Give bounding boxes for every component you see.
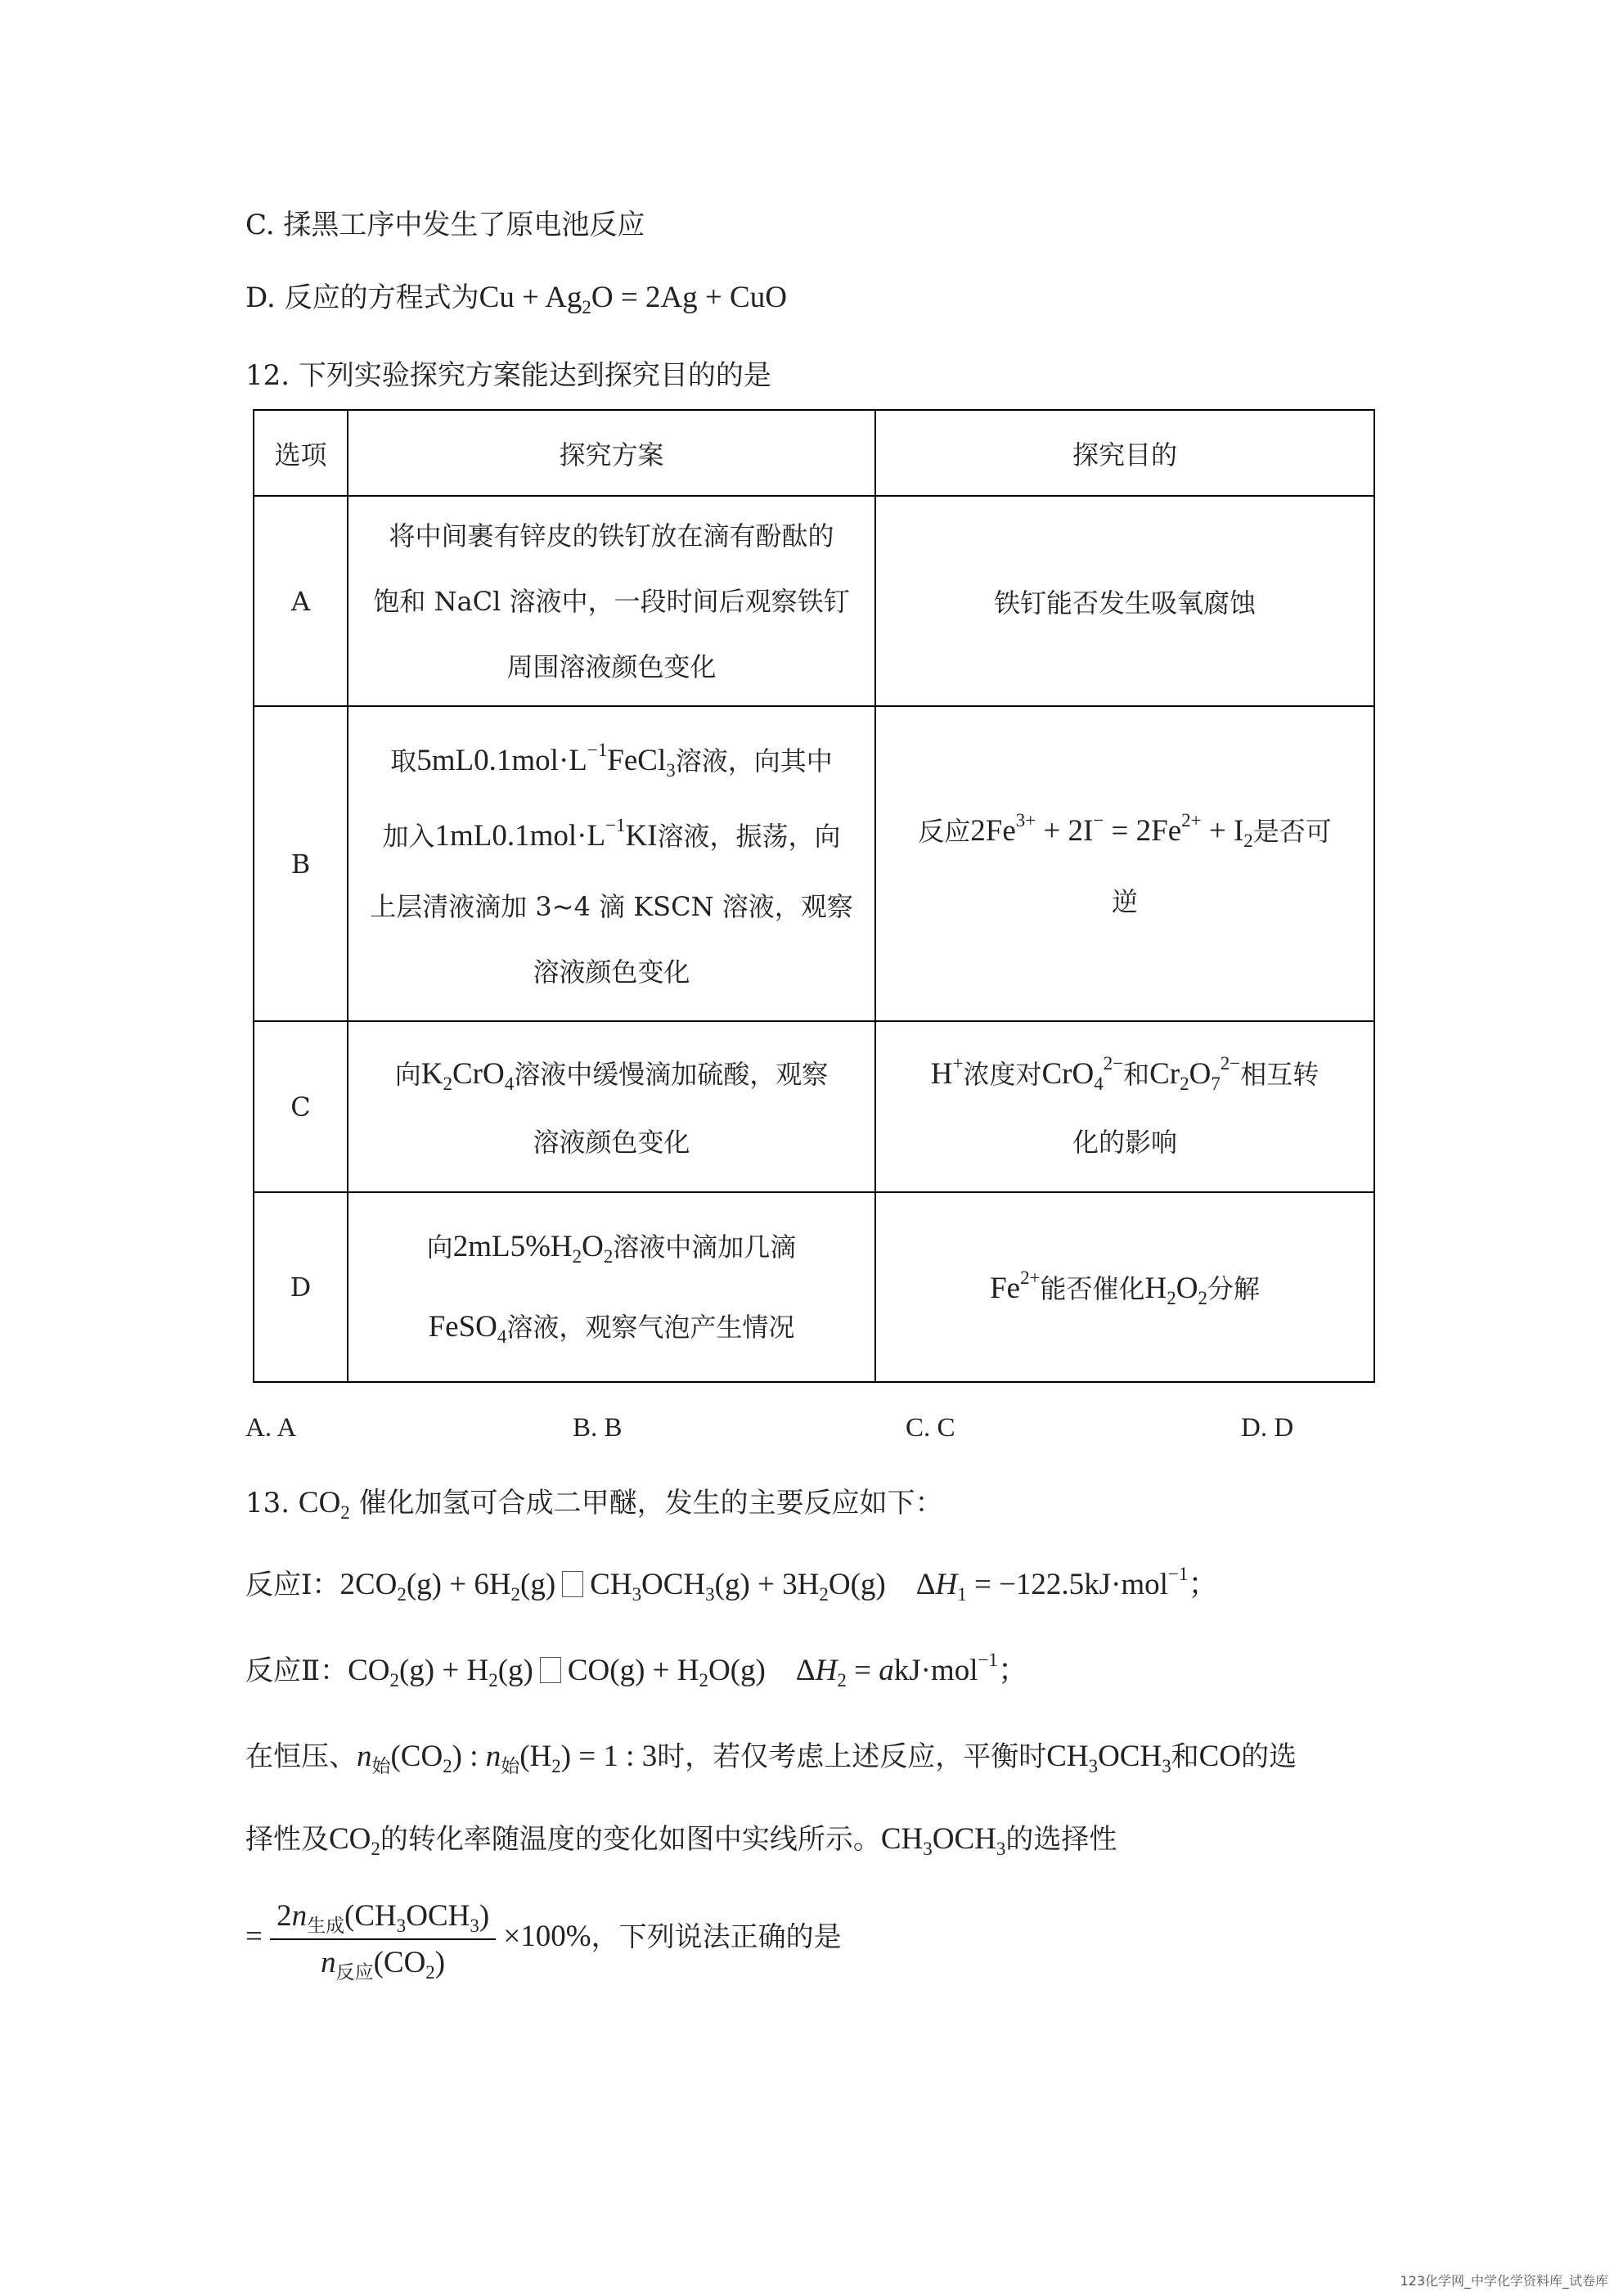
selectivity-line: 择性及$CO_2$的转化率随温度的变化如图中实线所示。$CH_3OCH_3$的选择性: [245, 1822, 1117, 1860]
selectivity-formula-line: = $\frac{2n_{生成}(CH_3OCH_3)}{n_{反应}(CO_2)}$ ×100%，下列说法正确的是: [245, 1899, 842, 1983]
option-d-equation: $Cu + Ag_2O = 2Ag$ + CuO: [479, 281, 787, 318]
option-d-line: [245, 280, 787, 316]
table-row: [254, 1192, 1374, 1382]
formula-fe-i-equilibrium: $2Fe^{3+} + 2I^- = 2Fe^{2+} + I_2$: [970, 809, 1253, 851]
formula-h2o2: $H_2O_2$: [1144, 1272, 1207, 1309]
formula-k2cro4: $K_2CrO_4$: [420, 1056, 515, 1094]
experiment-table: [253, 409, 1375, 1383]
table-row: [254, 496, 1374, 706]
row-label: C: [254, 1021, 348, 1192]
row-plan: 将中间裹有锌皮的铁钉放在滴有酚酞的 饱和 NaCl 溶液中，一段时间后观察铁钉 周围溶液颜色变化: [348, 496, 875, 706]
reaction-2-equation: $CO_2(g) + H_2(g) CO(g) + H_2O(g)$ $\Delta H_2 = akJ\cdot mol^{-1}$；: [348, 1649, 1028, 1691]
selectivity-formula: = $\frac{2n_{生成}(CH_3OCH_3)}{n_{反应}(CO_2)}$ ×100%: [245, 1899, 591, 1983]
header-option: 选项: [254, 410, 348, 496]
formula-feso4: FeSO$_4$: [428, 1310, 507, 1348]
reaction-1-equation: $2CO_2(g) + 6H_2(g) CH_3OCH_3(g) + 3H_2O(g)$ $\Delta H_1 = -122.5kJ\cdot mol^{-1}$；: [339, 1563, 1219, 1605]
answer-option-b[interactable]: B. B: [573, 1413, 623, 1443]
row-goal: 铁钉能否发生吸氧腐蚀: [875, 496, 1374, 706]
question-13-title: 13. $CO_2$ 催化加氢可合成二甲醚，发生的主要反应如下：: [245, 1486, 943, 1524]
row-plan: 取$5mL0.1mol\cdot L^{-1}FeCl_3$溶液，向其中 加入$1mL0.1mol\cdot L^{-1}KI$溶液，振荡，向 上层清液滴加 3~4 滴 KSCN 溶液，观察 溶液颜色变化: [348, 706, 875, 1021]
formula-fe2plus: $Fe^{2+}$: [990, 1267, 1041, 1305]
row-label: A: [254, 496, 348, 706]
header-goal: 探究目的: [875, 410, 1374, 496]
row-label: B: [254, 706, 348, 1021]
row-goal: H+浓度对CrO$_4^{2-}$和$Cr_2O_7^{2-}$相互转 化的影响: [875, 1021, 1374, 1192]
answer-option-c[interactable]: C. C: [906, 1413, 955, 1443]
formula-cr2o7: $Cr_2O_7^{2-}$: [1149, 1052, 1241, 1094]
condition-line: 在恒压、$n_始(CO_2)$ : $n_始(H_2) = 1$ : 3时，若仅考虑上述反应，平衡时$CH_3OCH_3$和CO的选: [245, 1740, 1297, 1777]
formula-cro4: CrO$_4^{2-}$: [1041, 1052, 1124, 1094]
answer-option-a[interactable]: A. A: [245, 1413, 297, 1443]
reaction-2: 反应Ⅱ：$CO_2(g) + H_2(g) CO(g) + H_2O(g)$ $\Delta H_2 = akJ\cdot mol^{-1}$；: [245, 1649, 1028, 1691]
formula-h2o2-solution: $2mL5\%H_2O_2$: [452, 1230, 614, 1267]
table-row: [254, 1021, 1374, 1192]
row-plan: 向$K_2CrO_4$溶液中缓慢滴加硫酸，观察 溶液颜色变化: [348, 1021, 875, 1192]
row-plan: 向$2mL5\%H_2O_2$溶液中滴加几滴 FeSO$_4$溶液，观察气泡产生情况: [348, 1192, 875, 1382]
option-d-prefix: D. 反应的方程式为: [245, 281, 479, 314]
question-12-title: 12. 下列实验探究方案能达到探究目的的是: [245, 359, 771, 392]
answer-option-d[interactable]: D. D: [1241, 1413, 1294, 1443]
table-header-row: [254, 410, 1374, 496]
condition-ratio: $n_始(CO_2)$ : $n_始(H_2) = 1$ : 3: [357, 1740, 658, 1777]
formula-fecl3: $5mL0.1mol\cdot L^{-1}FeCl_3$: [416, 739, 676, 781]
watermark: 123化学网_中学化学资料库_试卷库: [1400, 2273, 1608, 2289]
header-plan: 探究方案: [348, 410, 875, 496]
table-row: [254, 706, 1374, 1021]
option-c-text: C. 揉黑工序中发生了原电池反应: [245, 209, 645, 241]
row-label: D: [254, 1192, 348, 1382]
row-goal: $Fe^{2+}$能否催化$H_2O_2$分解: [875, 1192, 1374, 1382]
row-goal: 反应$2Fe^{3+} + 2I^- = 2Fe^{2+} + I_2$是否可 逆: [875, 706, 1374, 1021]
reaction-1: 反应Ⅰ：$2CO_2(g) + 6H_2(g) CH_3OCH_3(g) + 3H_2O(g)$ $\Delta H_1 = -122.5kJ\cdot mol^{-1}$；: [245, 1563, 1219, 1605]
formula-ki: $1mL0.1mol\cdot L^{-1}KI$: [434, 814, 658, 853]
